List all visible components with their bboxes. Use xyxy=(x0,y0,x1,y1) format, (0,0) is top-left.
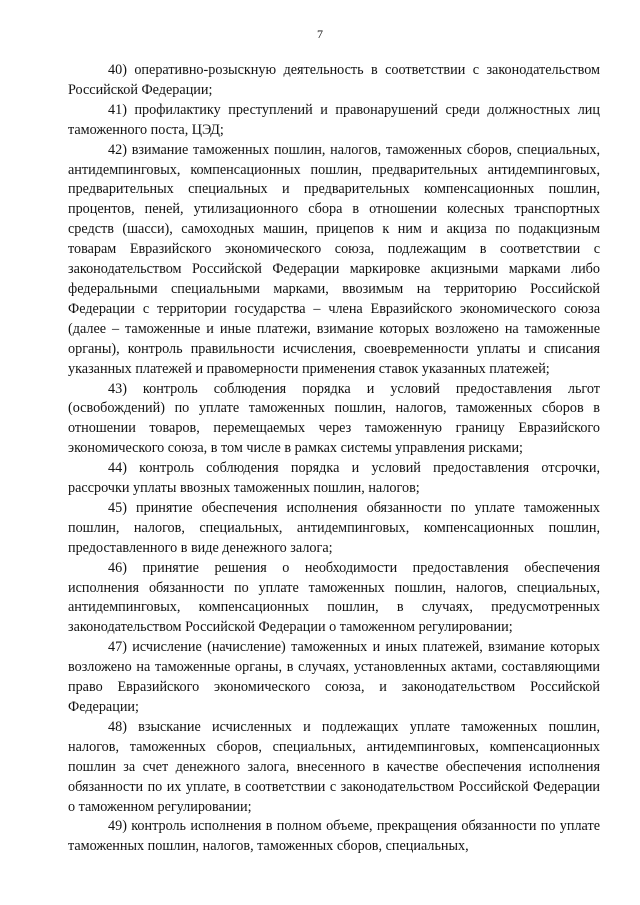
paragraph-42: 42) взимание таможенных пошлин, налогов, таможенных сборов, специальных, антидемпинговых, компенсационных пошлин, предварительных антидемпинговых, предварительных специальных и предварительных компенсационных пошлин, процентов, пеней, утилизационного сбора в отношении колесных транспортных средств (шасси), самоходных машин, прицепов к ним и акциза по подакцизным товарам Евразийского экономического союза, подлежащим в соответствии с законодательством Российской Федерации маркировке акцизными марками либо федеральными специальными марками, ввозимым на территорию Российской Федерации с территории государства – члена Евразийского экономического союза (далее – таможенные и иные платежи, взимание которых возложено на таможенные органы), контроль правильности исчисления, своевременности уплаты и списания указанных платежей и правомерности применения ставок указанных платежей; xyxy=(68,141,600,377)
document-body xyxy=(68,61,600,857)
page-number: 7 xyxy=(317,27,323,41)
paragraph-45: 45) принятие обеспечения исполнения обязанности по уплате таможенных пошлин, налогов, специальных, антидемпинговых, компенсационных пошлин, предоставленного в виде денежного залога; xyxy=(68,499,600,556)
paragraph-40: 40) оперативно-розыскную деятельность в соответствии с законодательством Российской Федерации; xyxy=(68,62,600,98)
paragraph-43: 43) контроль соблюдения порядка и условий предоставления льгот (освобождений) по уплате таможенных пошлин, налогов, таможенных сборов в отношении товаров, перемещаемых через таможенную границу Евразийского экономического союза, в том числе в рамках системы управления рисками; xyxy=(68,380,600,457)
paragraph-46: 46) принятие решения о необходимости предоставления обеспечения исполнения обязанности по уплате таможенных пошлин, налогов, специальных, антидемпинговых, компенсационных пошлин, в случаях, предусмотренных законодательством Российской Федерации о таможенном регулировании; xyxy=(68,559,600,636)
paragraph-47: 47) исчисление (начисление) таможенных и иных платежей, взимание которых возложено на таможенные органы, в случаях, установленных актами, составляющими право Евразийского экономического союза, и законодательством Российской Федерации; xyxy=(68,639,600,715)
paragraph-44: 44) контроль соблюдения порядка и условий предоставления отсрочки, рассрочки уплаты ввозных таможенных пошлин, налогов; xyxy=(68,460,600,497)
paragraph-49: 49) контроль исполнения в полном объеме, прекращения обязанности по уплате таможенных пошлин, налогов, таможенных сборов, специальных, xyxy=(68,818,600,855)
paragraph-41: 41) профилактику преступлений и правонарушений среди должностных лиц таможенного поста, ЦЭД; xyxy=(68,101,600,138)
paragraph-48: 48) взыскание исчисленных и подлежащих уплате таможенных пошлин, налогов, таможенных сборов, специальных, антидемпинговых, компенсационных пошлин за счет денежного залога, внесенного в качестве обеспечения исполнения обязанности по их уплате, в соответствии с законодательством Российской Федерации о таможенном регулировании; xyxy=(68,718,600,815)
